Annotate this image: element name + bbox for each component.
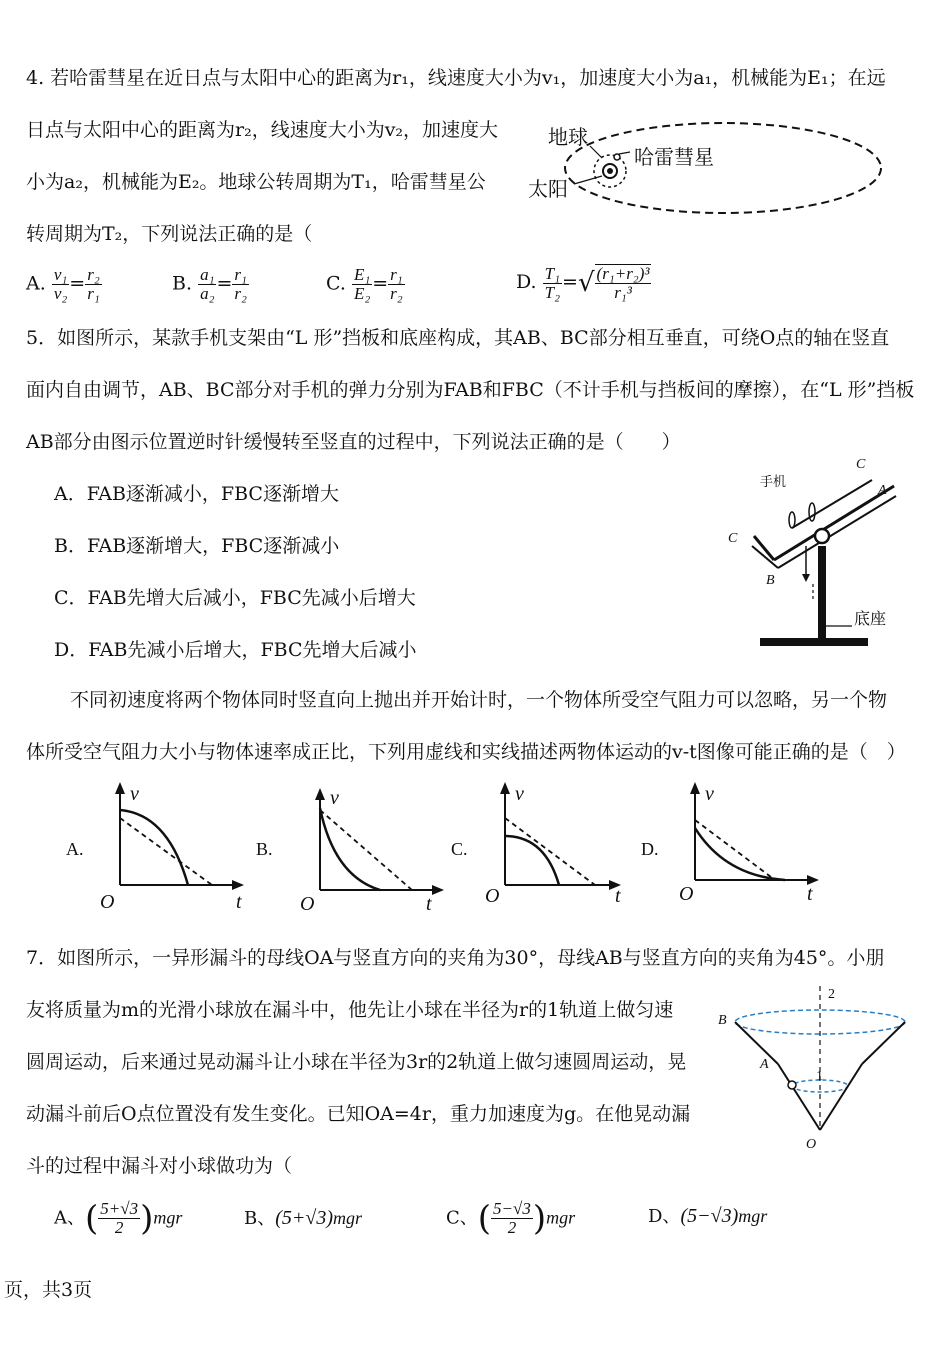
graph-a-letter: A.	[66, 839, 84, 859]
funnel-left-oa	[778, 1064, 820, 1130]
comet-orbit-diagram	[526, 108, 896, 218]
q6-line1: 不同初速度将两个物体同时竖直向上抛出并开始计时，一个物体所受空气阻力可以忽略，另一个物	[70, 689, 888, 711]
q4-line3: 小为a₂，机械能为E₂。地球公转周期为T₁，哈雷彗星公	[26, 171, 486, 193]
svg-text:B: B	[766, 573, 775, 588]
q5-line1: 5．如图所示，某款手机支架由“L 形”挡板和底座构成，其AB、BC部分相互垂直，可绕O点的轴在竖直	[26, 327, 890, 349]
svg-text:O: O	[679, 883, 694, 905]
svg-text:1: 1	[816, 1069, 823, 1084]
q7-option-c: C、( $\frac{5-√3}{2}$ )mgr	[446, 1198, 576, 1239]
svg-text:A: A	[878, 483, 887, 498]
q7-option-a: A、( $\frac{5+√3}{2}$ )mgr	[54, 1198, 183, 1239]
svg-text:v: v	[130, 783, 139, 805]
q4-option-d: D. $\frac{\text{T₁}}{\text{T₂}}$ =√ $\frac{\text{(r₁+r₂)³}}{\text{r₁³}}$	[516, 263, 650, 302]
funnel-diagram	[710, 984, 920, 1154]
q4-option-b: B. $\frac{\text{a₁}}{\text{a₂}}$ = $\frac{\text{r₁}}{\text{r₂}}$	[172, 265, 247, 303]
stand-base	[760, 638, 868, 646]
svg-text:t: t	[236, 891, 242, 913]
graph-a-dashed	[120, 818, 212, 885]
sun-label: 太阳	[528, 179, 568, 201]
comet-icon	[614, 154, 620, 160]
svg-text:底座: 底座	[854, 611, 887, 628]
board-ab	[774, 486, 894, 560]
q4-option-c: C. $\frac{\text{E₁}}{\text{E₂}}$ = $\frac{\text{r₁}}{\text{r₂}}$	[326, 265, 403, 303]
q6-line2: 体所受空气阻力大小与物体速率成正比，下列用虚线和实线描述两物体运动的v-t图像可能正确的是（ ）	[26, 741, 906, 763]
q4-line1: 4. 若哈雷彗星在近日点与太阳中心的距离为r₁，线速度大小为v₁，加速度大小为a₁，机械能为E₁；在远	[26, 67, 886, 89]
graph-c-dashed	[505, 818, 595, 885]
graph-d	[641, 782, 819, 905]
page-footer: 页，共3页	[4, 1279, 93, 1301]
graph-b-letter: B.	[256, 839, 273, 859]
funnel-left-ab	[735, 1022, 778, 1064]
svg-text:手机: 手机	[760, 474, 787, 489]
phone-stand-diagram	[722, 450, 902, 660]
svg-text:v: v	[515, 783, 524, 805]
q7-option-b: B、(5+√3)mgr	[244, 1207, 363, 1229]
q7-line4: 动漏斗前后O点位置没有发生变化。已知OA=4r，重力加速度为g。在他晃动漏	[26, 1103, 691, 1125]
svg-text:C: C	[856, 457, 866, 472]
svg-text:v: v	[330, 787, 339, 809]
graph-d-dashed	[695, 820, 775, 880]
vt-graphs	[60, 780, 840, 915]
svg-text:t: t	[426, 893, 432, 915]
graph-c	[451, 782, 621, 907]
graph-a	[66, 782, 244, 913]
q5-option-a: A．FAB逐渐减小，FBC逐渐增大	[54, 483, 339, 505]
graph-c-letter: C.	[451, 839, 468, 859]
graph-b-solid	[320, 808, 380, 890]
q7-option-d: D、(5−√3)mgr	[648, 1205, 768, 1227]
q4-line2: 日点与太阳中心的距离为r₂，线速度大小为v₂，加速度大	[26, 119, 499, 141]
earth-label: 地球	[548, 127, 588, 149]
ball	[788, 1081, 796, 1089]
q5-option-b: B．FAB逐渐增大，FBC逐渐减小	[54, 535, 340, 557]
graph-d-letter: D.	[641, 839, 659, 859]
svg-text:2: 2	[828, 987, 835, 1002]
q5-option-d: D．FAB先减小后增大，FBC先增大后减小	[54, 639, 417, 661]
comet-label: 哈雷彗星	[634, 147, 714, 169]
q7-line3: 圆周运动，后来通过晃动漏斗让小球在半径为3r的2轨道上做匀速圆周运动，晃	[26, 1051, 687, 1073]
svg-text:C: C	[728, 531, 738, 546]
stand-pole	[818, 546, 826, 642]
q4-option-a: A. $\frac{\text{v₁}}{\text{v₂}}$ = $\frac{\text{r₂}}{\text{r₁}}$	[26, 265, 100, 303]
graph-a-solid	[120, 810, 188, 885]
svg-text:t: t	[615, 885, 621, 907]
q5-line3: AB部分由图示位置逆时针缓慢转至竖直的过程中，下列说法正确的是（ ）	[26, 431, 681, 453]
phone	[792, 480, 872, 528]
svg-text:O: O	[100, 891, 115, 913]
svg-text:O: O	[485, 885, 500, 907]
svg-text:t: t	[807, 883, 813, 905]
svg-text:O: O	[806, 1137, 817, 1152]
q7-line2: 友将质量为m的光滑小球放在漏斗中，他先让小球在半径为r的1轨道上做匀速	[26, 999, 674, 1021]
q7-line1: 7．如图所示，一异形漏斗的母线OA与竖直方向的夹角为30°，母线AB与竖直方向的夹角为45°。小朋	[26, 947, 885, 969]
q5-option-c: C．FAB先增大后减小，FBC先减小后增大	[54, 587, 416, 609]
svg-text:B: B	[718, 1013, 727, 1028]
q5-line2: 面内自由调节，AB、BC部分对手机的弹力分别为FAB和FBC（不计手机与挡板间的摩擦），在“L 形”挡板	[26, 379, 915, 401]
graph-c-solid	[505, 836, 559, 885]
svg-text:O: O	[300, 893, 315, 915]
graph-b	[256, 787, 444, 915]
svg-text:A: A	[760, 1057, 769, 1072]
q7-line5: 斗的过程中漏斗对小球做功为（	[26, 1155, 293, 1177]
q4-line4: 转周期为T₂，下列说法正确的是（	[26, 223, 313, 245]
pivot-o	[815, 529, 829, 543]
svg-text:v: v	[705, 783, 714, 805]
